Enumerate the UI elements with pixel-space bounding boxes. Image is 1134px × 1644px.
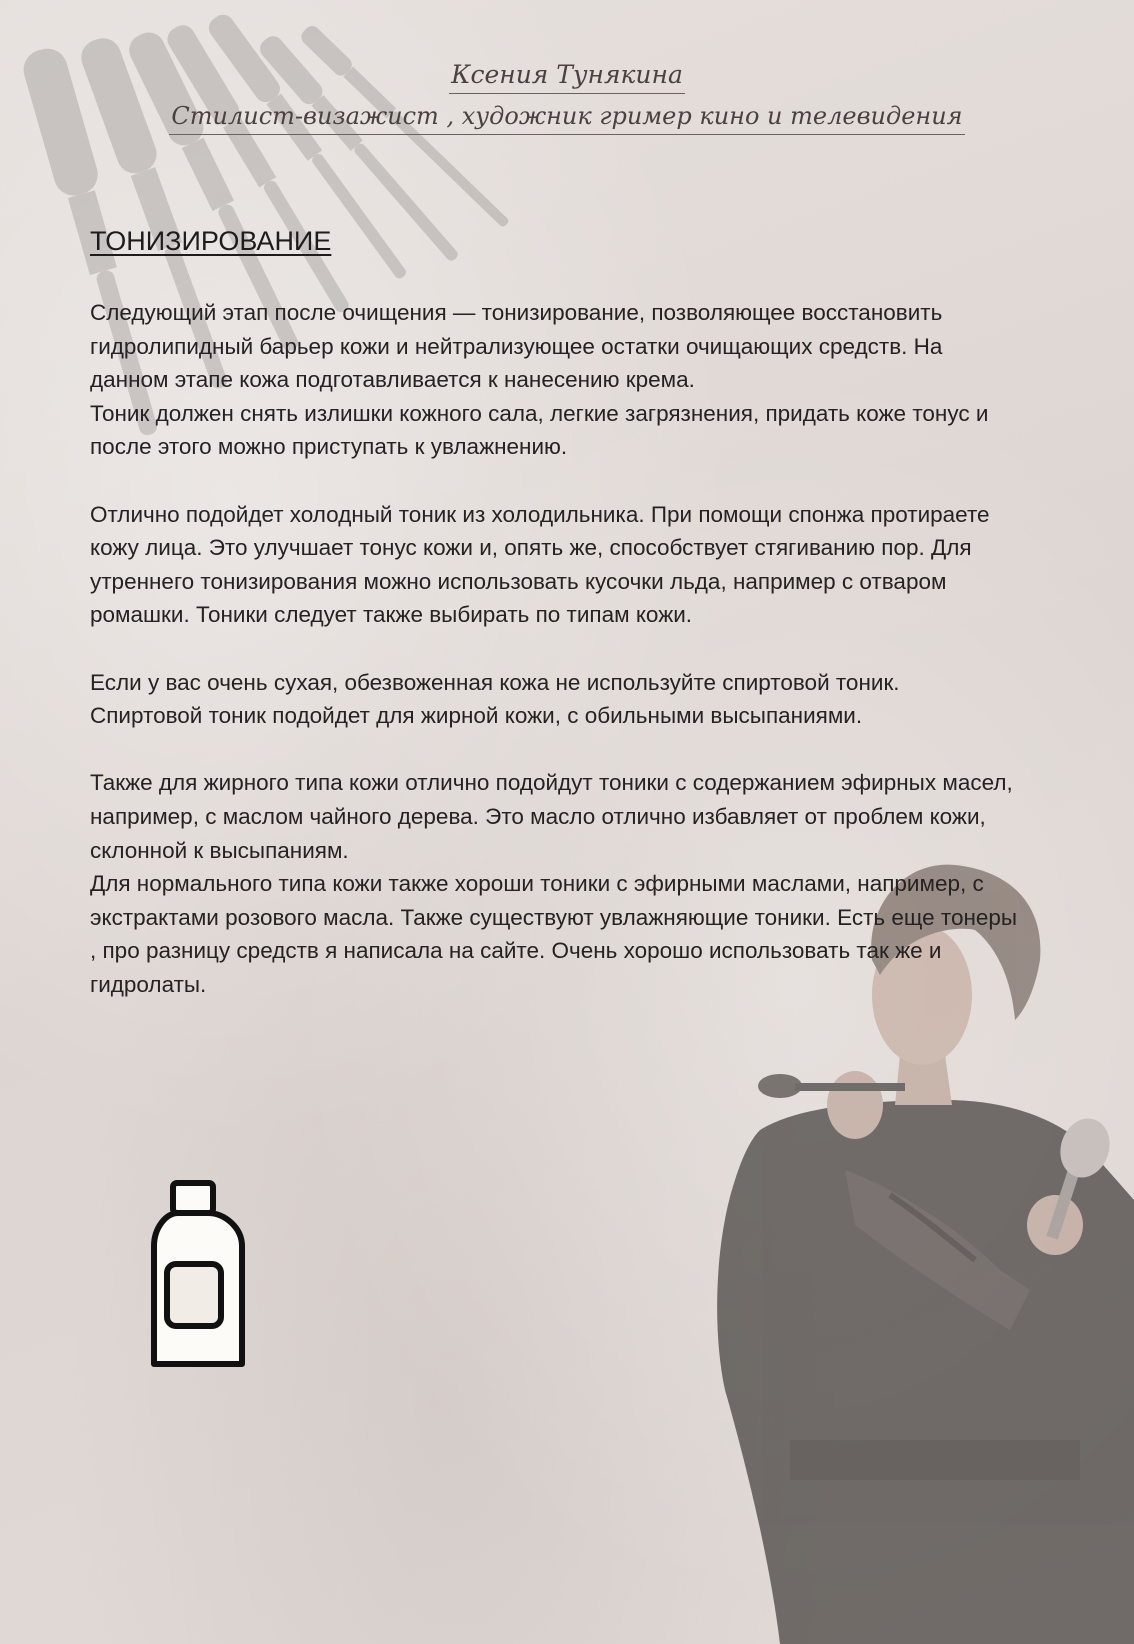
paragraph-line: Спиртовой тоник подойдет для жирной кожи, с обильными высыпаниями. — [90, 703, 863, 729]
paragraph-line: Следующий этап после очищения — тонизирование, позволяющее восстановить гидролипидный барьер кожи и нейтрализующее остатки очищающих средств. На данном этапе кожа подготавливается к нанесению крема. — [90, 300, 943, 393]
paragraph-line: Если у вас очень сухая, обезвоженная кожа не используйте спиртовой тоник. — [90, 669, 900, 695]
article-body — [90, 296, 1020, 1035]
paragraph — [90, 498, 1020, 632]
author-subtitle: Стилист-визажист , художник гример кино и телевидения — [169, 102, 964, 135]
paragraph-line: Также для жирного типа кожи отлично подойдут тоники с содержанием эфирных масел, например, с маслом чайного дерева. Это масло отлично избавляет от проблем кожи, склонной к высыпаниям. — [90, 770, 1013, 863]
paragraph-line: Для нормального типа кожи также хороши тоники с эфирными маслами, например, с экстрактами розового масла. Также существуют увлажняющие тоники. Есть еще тонеры , про разницу средств я написала на сайте. Очень хорошо использовать так же и гидролаты. — [90, 871, 1018, 997]
header — [0, 60, 1134, 135]
paragraph — [90, 666, 1020, 733]
toner-bottle-icon — [150, 1180, 250, 1370]
paragraph-line: Отлично подойдет холодный тоник из холодильника. При помощи спонжа протираете кожу лица. Это улучшает тонус кожи и, опять же, способствует стягиванию пор. Для утреннего тонизирования можно использовать кусочки льда, например с отваром ромашки. Тоники следует также выбирать по типам кожи. — [90, 501, 990, 628]
paragraph — [90, 296, 1020, 464]
section-title: ТОНИЗИРОВАНИЕ — [90, 226, 332, 256]
paragraph-line: Тоник должен снять излишки кожного сала, легкие загрязнения, придать коже тонус и после этого можно приступать к увлажнению. — [90, 400, 989, 460]
paragraph — [90, 766, 1020, 1001]
author-name: Ксения Тунякина — [449, 60, 685, 94]
